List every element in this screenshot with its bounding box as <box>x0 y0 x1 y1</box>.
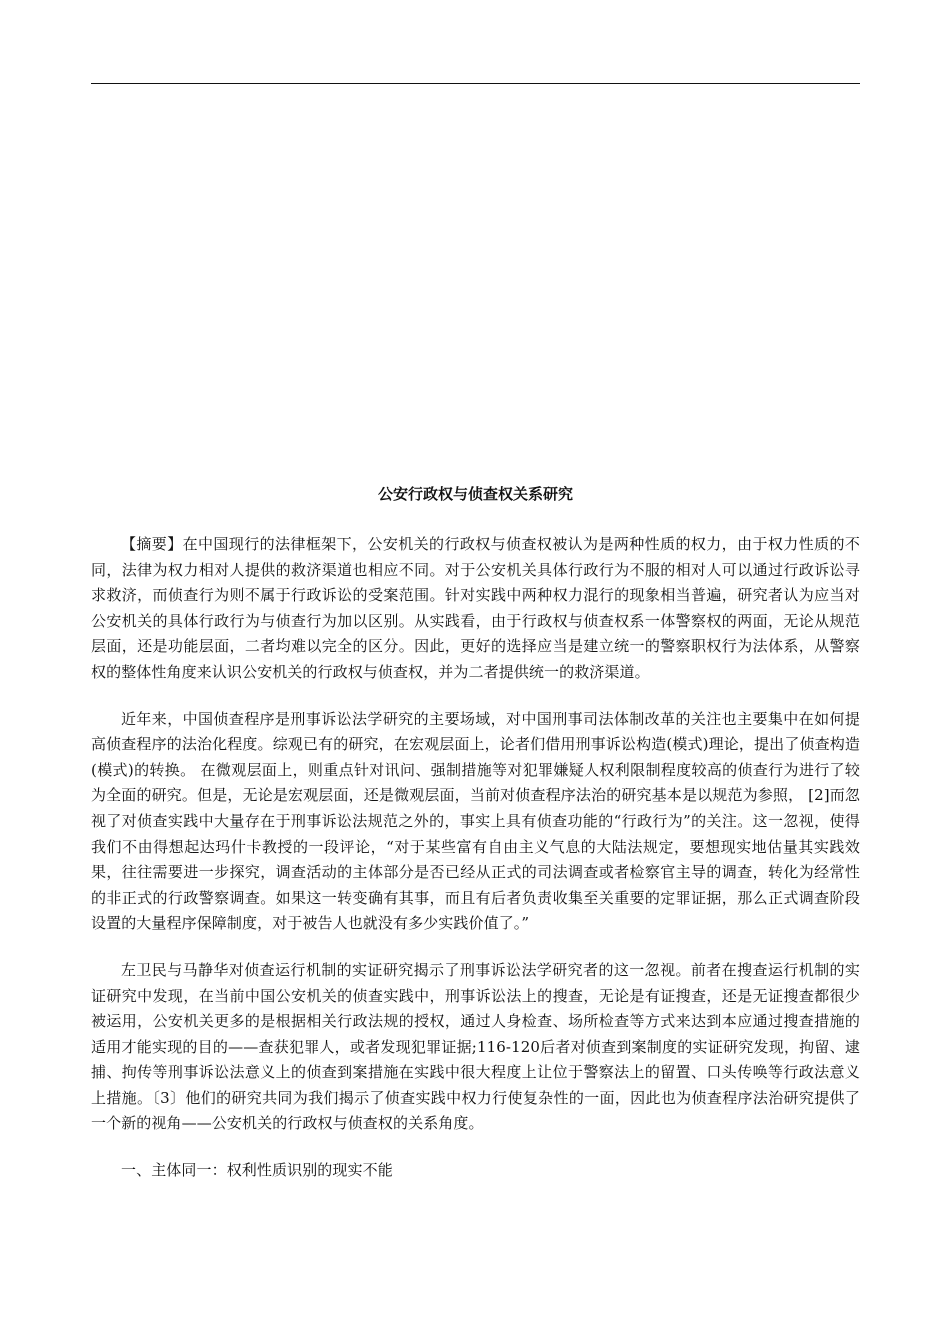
document-title: 公安行政权与侦查权关系研究 <box>377 485 573 503</box>
abstract-paragraph: 【摘要】在中国现行的法律框架下，公安机关的行政权与侦查权被认为是两种性质的权力，由于权力性质的不同，法律为权力相对人提供的救济渠道也相应不同。对于公安机关具体行政行为不服的相对人可以通过行政诉讼寻求救济，而侦查行为则不属于行政诉讼的受案范围。针对实践中两种权力混行的现象相当普遍，研究者认为应当对公安机关的具体行政行为与侦查行为加以区别。从实践看，由于行政权与侦查权系一体警察权的两面，无论从规范层面，还是功能层面，二者均难以完全的区分。因此，更好的选择应当是建立统一的警察职权行为法体系，从警察权的整体性角度来认识公安机关的行政权与侦查权，并为二者提供统一的救济渠道。 <box>91 535 860 681</box>
section-heading: 一、主体同一：权利性质识别的现实不能 <box>121 1161 393 1180</box>
document-body <box>91 532 860 1184</box>
body-paragraph-2: 左卫民与马静华对侦查运行机制的实证研究揭示了刑事诉讼法学研究者的这一忽视。前者在搜查运行机制的实证研究中发现，在当前中国公安机关的侦查实践中，刑事诉讼法上的搜查，无论是有证搜查，还是无证搜查都很少被运用，公安机关更多的是根据相关行政法规的授权，通过人身检查、场所检查等方式来达到本应通过搜查措施的适用才能实现的目的——查获犯罪人，或者发现犯罪证据;116-120后者对侦查到案制度的实证研究发现，拘留、逮捕、拘传等刑事诉讼法意义上的侦查到案措施在实践中很大程度上让位于警察法上的留置、口头传唤等行政法意义上措施。〔3〕他们的研究共同为我们揭示了侦查实践中权力行使复杂性的一面，因此也为侦查程序法治研究提供了一个新的视角——公安机关的行政权与侦查权的关系角度。 <box>91 960 860 1133</box>
header-rule <box>91 83 860 84</box>
body-paragraph-1: 近年来，中国侦查程序是刑事诉讼法学研究的主要场域，对中国刑事司法体制改革的关注也主要集中在如何提高侦查程序的法治化程度。综观已有的研究，在宏观层面上，论者们借用刑事诉讼构造(模式)理论，提出了侦查构造(模式)的转换。 在微观层面上，则重点针对讯问、强制措施等对犯罪嫌疑人权利限制程度较高的侦查行为进行了较为全面的研究。但是，无论是宏观层面，还是微观层面，当前对侦查程序法治的研究基本是以规范为参照， [2]而忽视了对侦查实践中大量存在于刑事诉讼法规范之外的，事实上具有侦查功能的“行政行为”的关注。这一忽视，使得我们不由得想起达玛什卡教授的一段评论，“对于某些富有自由主义气息的大陆法规定，要想现实地估量其实践效果，往往需要进一步探究，调查活动的主体部分是否已经从正式的司法调查或者检察官主导的调查，转化为经常性的非正式的行政警察调查。如果这一转变确有其事，而且有后者负责收集至关重要的定罪证据，那么正式调查阶段设置的大量程序保障制度，对于被告人也就没有多少实践价值了。” <box>91 709 860 933</box>
